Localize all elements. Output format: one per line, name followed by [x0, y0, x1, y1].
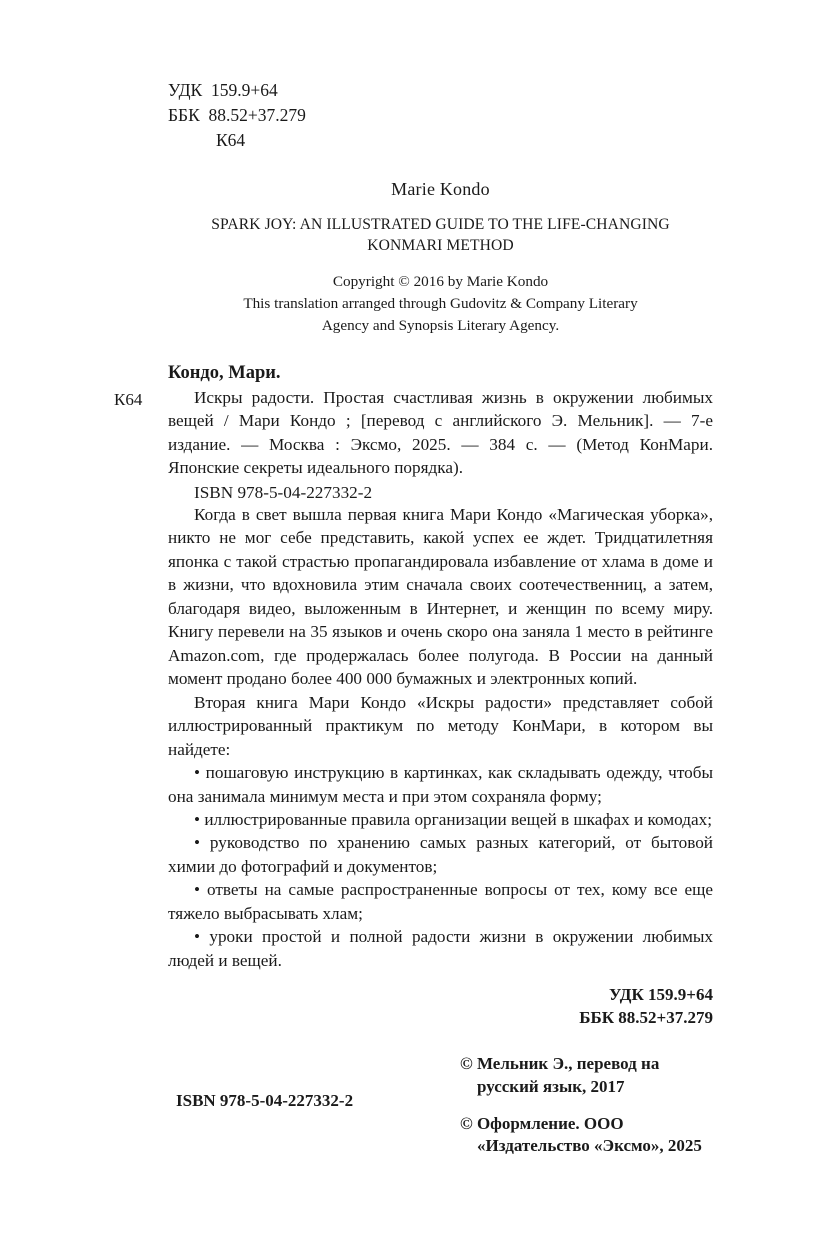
annotation-bullet: • пошаговую инструкцию в картинках, как складывать одежду, чтобы она занимала минимум места и при этом сохраняла форму;: [168, 763, 713, 806]
bbk-code: ББК 88.52+37.279: [168, 104, 306, 125]
original-author: Marie Kondo: [391, 178, 490, 199]
original-title-line-1: SPARK JOY: AN ILLUSTRATED GUIDE TO THE LIFE-CHANGING: [211, 215, 670, 233]
original-copyright-line-2: This translation arranged through Gudovitz & Company Literary: [243, 294, 638, 312]
copyright-translation: © Мельник Э., перевод на русский язык, 2017: [460, 1054, 660, 1096]
annotation-bullet: • руководство по хранению самых разных категорий, от бытовой химии до фотографий и документов;: [168, 833, 713, 876]
shelf-code: К64: [216, 129, 246, 150]
udk-code-bottom: УДК 159.9+64: [609, 985, 713, 1005]
isbn-main: ISBN 978-5-04-227332-2: [194, 482, 373, 502]
annotation-bullet: • уроки простой и полной радости жизни в окружении любимых людей и вещей.: [168, 927, 713, 970]
bibliographic-description: Искры радости. Простая счастливая жизнь в окружении любимых вещей / Мари Кондо ; [перевод с английского Э. Мельник]. — 7-е издание. — Москва : Эксмо, 2025. — 384 с. — (Метод КонМари. Японские секреты идеального порядка).: [168, 387, 713, 478]
bbk-code-bottom: ББК 88.52+37.279: [579, 1007, 713, 1027]
page-content: [114, 78, 713, 1158]
original-title: [168, 214, 713, 257]
udk-code: УДК 159.9+64: [168, 80, 278, 100]
original-title-line-2: KONMARI METHOD: [367, 237, 514, 255]
original-edition-block: [168, 179, 713, 337]
shelf-code-side: К64: [114, 389, 143, 409]
annotation-bullet: • иллюстрированные правила организации вещей в шкафах и комодах;: [194, 810, 713, 829]
original-copyright: [168, 271, 713, 337]
annotation-bullet: • ответы на самые распространенные вопросы от тех, кому все еще тяжело выбрасывать хлам;: [168, 880, 713, 923]
author-name: Кондо, Мари.: [168, 362, 281, 383]
classification-codes-bottom: [168, 984, 713, 1029]
original-copyright-line-1: Copyright © 2016 by Marie Kondo: [332, 272, 549, 290]
annotation-paragraph: Когда в свет вышла первая книга Мари Кондо «Магическая уборка», никто не мог себе представить, какой успех ее ждет. Тридцатилетняя японка с такой страстью пропагандировала избавление от хлама в доме и в жизни, что вдохновила этим сначала своих соотечественниц, а затем, благодаря видео, выложенным в Интернет, и женщин по всему миру. Книгу перевели на 35 языков и очень скоро она заняла 1 место в рейтинге Amazon.com, где продержалась более полугода. В России на данный момент продано более 400 000 бумажных и электронных копий.: [168, 504, 713, 689]
copyright-block: [460, 1053, 713, 1158]
classification-codes-top: [168, 78, 713, 153]
annotation-paragraph: Вторая книга Мари Кондо «Искры радости» представляет собой иллюстрированный практикум по методу КонМари, в котором вы найдете:: [168, 692, 713, 759]
bibliographic-record: [114, 362, 713, 503]
annotation: [168, 503, 713, 972]
copyright-design: © Оформление. ООО «Издательство «Эксмо», 2025: [460, 1113, 702, 1156]
isbn-bottom: ISBN 978-5-04-227332-2: [176, 1091, 354, 1110]
original-copyright-line-3: Agency and Synopsis Literary Agency.: [321, 316, 560, 334]
